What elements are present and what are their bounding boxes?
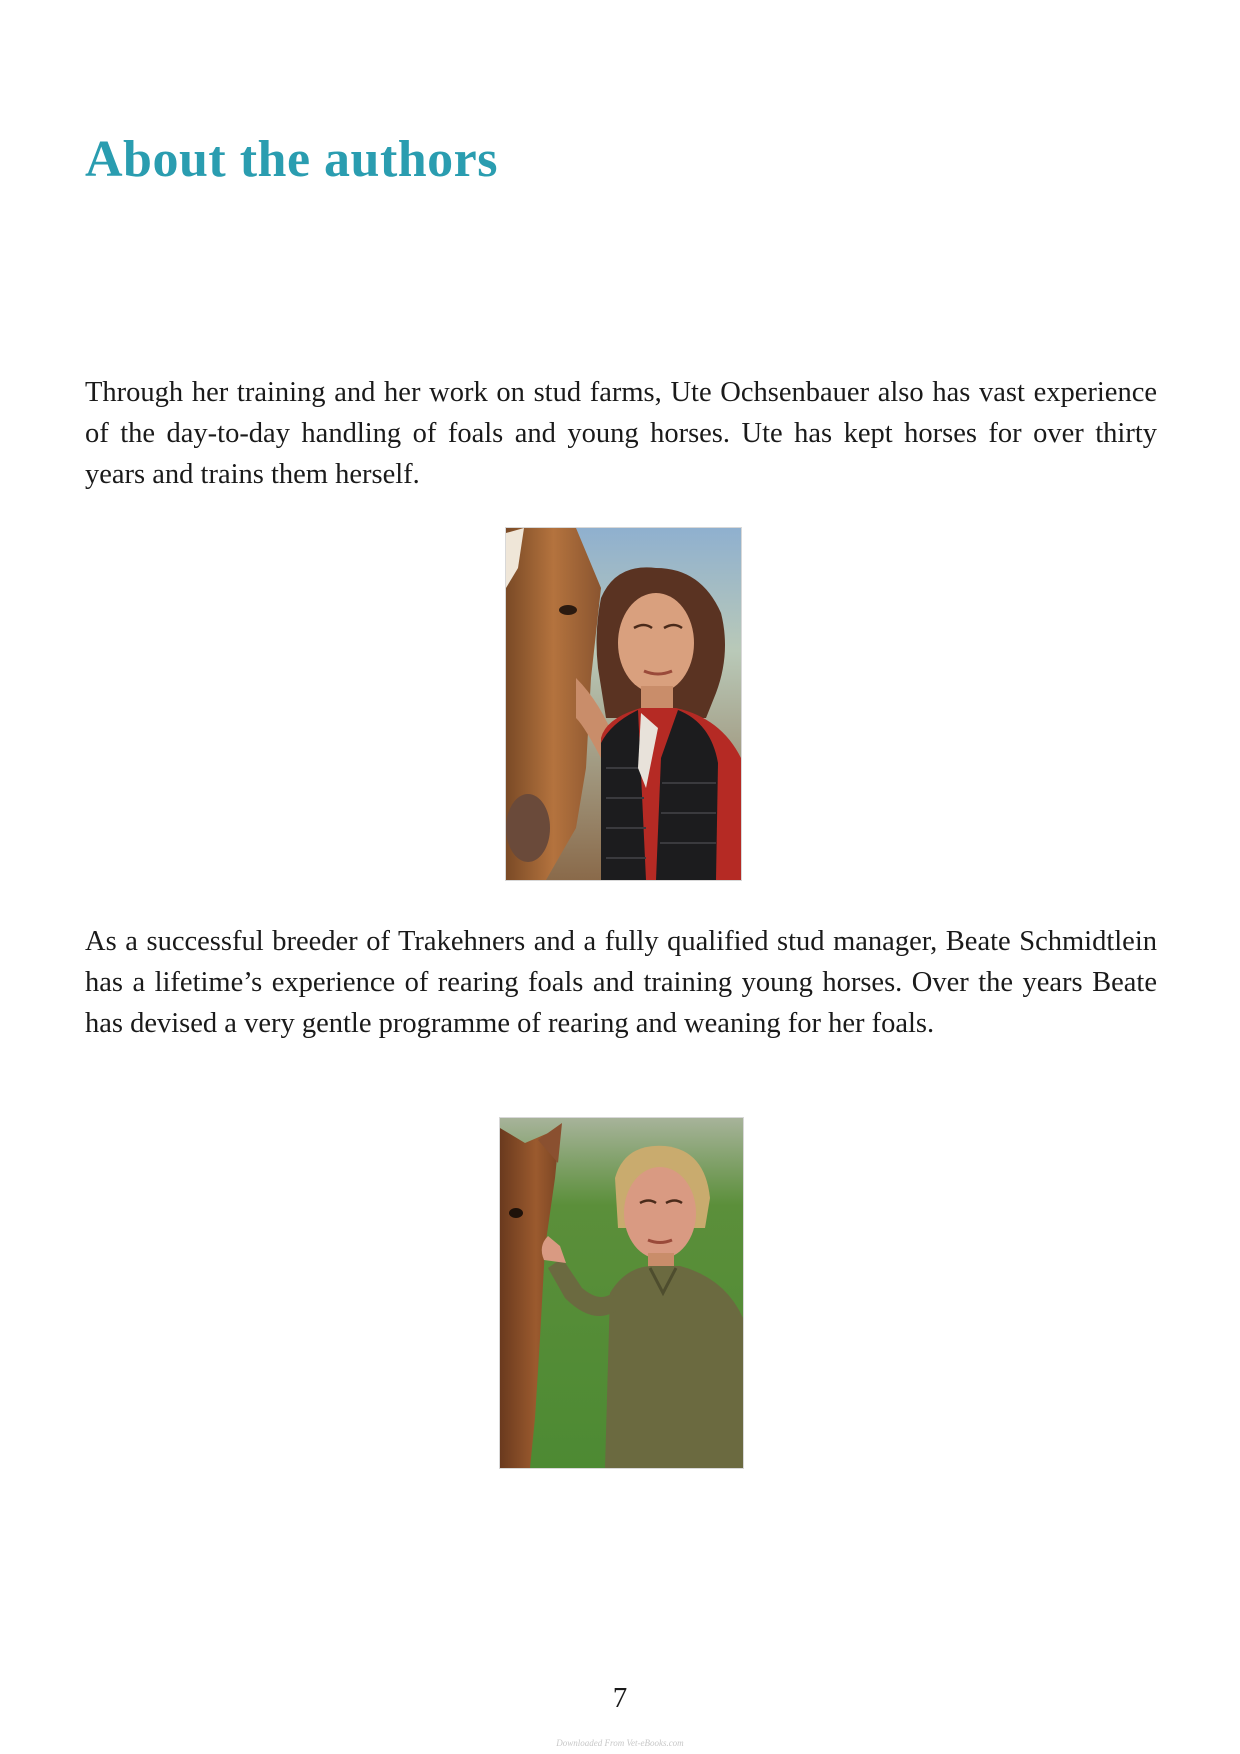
side-watermark: [0, 270, 49, 300]
footer-watermark: Downloaded From Vet-eBooks.com: [556, 1738, 684, 1748]
author-photo-ute: [505, 527, 742, 881]
author-photo-beate: [499, 1117, 744, 1469]
author-bio-beate: As a successful breeder of Trakehners and a fully qualified stud manager, Beate Schmidtlein has a lifetime’s experience of rearing foals and training young horses. Over the years Beate has devised a very gentle programme of rearing and weaning for her foals.: [85, 926, 1157, 1039]
author-bio-ute: Through her training and her work on stud farms, Ute Ochsenbauer also has vast experience of the day-to-day handling of foals and young horses. Ute has kept horses for over thirty years and trains them herself.: [85, 377, 1157, 490]
page-number: 7: [612, 1682, 628, 1714]
page-title: About the authors: [85, 131, 498, 188]
